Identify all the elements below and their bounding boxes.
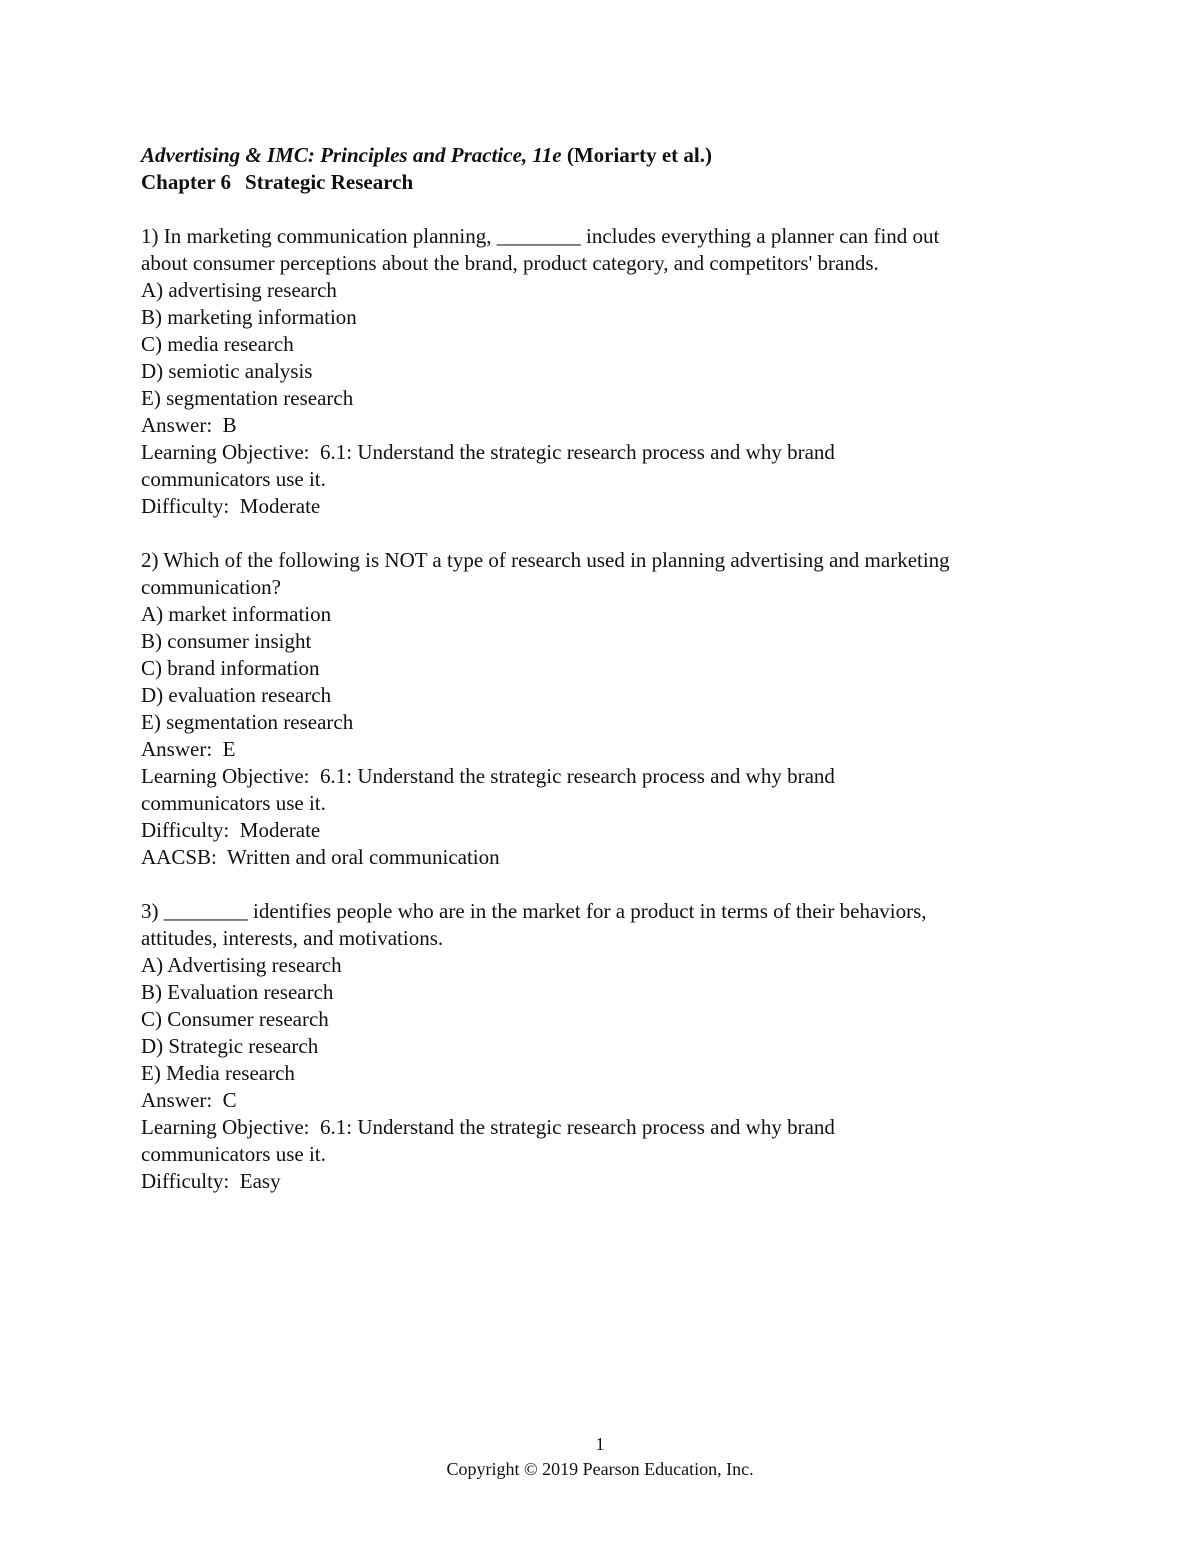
- learning-objective-line: communicators use it.: [141, 467, 326, 491]
- answer-option: B) marketing information: [141, 305, 357, 329]
- answer-option: A) advertising research: [141, 278, 337, 302]
- question-stem-line: attitudes, interests, and motivations.: [141, 926, 444, 950]
- book-title: [141, 142, 1061, 169]
- answer-option: B) consumer insight: [141, 629, 312, 653]
- correct-answer: Answer: C: [141, 1088, 237, 1112]
- aacsb-tag: AACSB: Written and oral communication: [141, 845, 500, 869]
- question-stem-line: about consumer perceptions about the brand, product category, and competitors' brands.: [141, 251, 879, 275]
- answer-option: D) semiotic analysis: [141, 359, 313, 383]
- question-stem-line: 1) In marketing communication planning, ________ includes everything a planner can find out: [141, 224, 940, 248]
- chapter-number: Chapter 6: [141, 170, 232, 194]
- answer-option: B) Evaluation research: [141, 980, 334, 1004]
- learning-objective-line: Learning Objective: 6.1: Understand the strategic research process and why brand: [141, 440, 835, 464]
- difficulty: Difficulty: Moderate: [141, 494, 321, 518]
- answer-option: A) Advertising research: [141, 953, 342, 977]
- difficulty: Difficulty: Moderate: [141, 818, 321, 842]
- answer-option: A) market information: [141, 602, 332, 626]
- book-authors: (Moriarty et al.): [566, 143, 713, 167]
- page-number: 1: [595, 1434, 605, 1454]
- answer-option: C) media research: [141, 332, 294, 356]
- question-stem-line: communication?: [141, 575, 281, 599]
- question-1: [141, 223, 1061, 520]
- correct-answer: Answer: E: [141, 737, 236, 761]
- learning-objective-line: Learning Objective: 6.1: Understand the strategic research process and why brand: [141, 1115, 835, 1139]
- correct-answer: Answer: B: [141, 413, 237, 437]
- question-stem-line: 3) ________ identifies people who are in the market for a product in terms of their behaviors,: [141, 899, 927, 923]
- answer-option: E) segmentation research: [141, 386, 354, 410]
- copyright-notice: Copyright © 2019 Pearson Education, Inc.: [446, 1459, 754, 1479]
- answer-option: E) Media research: [141, 1061, 295, 1085]
- answer-option: C) brand information: [141, 656, 320, 680]
- page-content: [141, 142, 1061, 1195]
- learning-objective-line: communicators use it.: [141, 1142, 326, 1166]
- question-stem-line: 2) Which of the following is NOT a type of research used in planning advertising and marketing: [141, 548, 950, 572]
- chapter-title: Strategic Research: [245, 170, 414, 194]
- answer-option: D) evaluation research: [141, 683, 332, 707]
- answer-option: C) Consumer research: [141, 1007, 329, 1031]
- answer-option: E) segmentation research: [141, 710, 354, 734]
- learning-objective-line: Learning Objective: 6.1: Understand the strategic research process and why brand: [141, 764, 835, 788]
- question-3: [141, 898, 1061, 1195]
- book-title-italic: Advertising & IMC: Principles and Practice, 11e: [141, 143, 562, 167]
- answer-option: D) Strategic research: [141, 1034, 319, 1058]
- difficulty: Difficulty: Easy: [141, 1169, 281, 1193]
- question-2: [141, 547, 1061, 871]
- learning-objective-line: communicators use it.: [141, 791, 326, 815]
- chapter-heading: [141, 169, 1061, 196]
